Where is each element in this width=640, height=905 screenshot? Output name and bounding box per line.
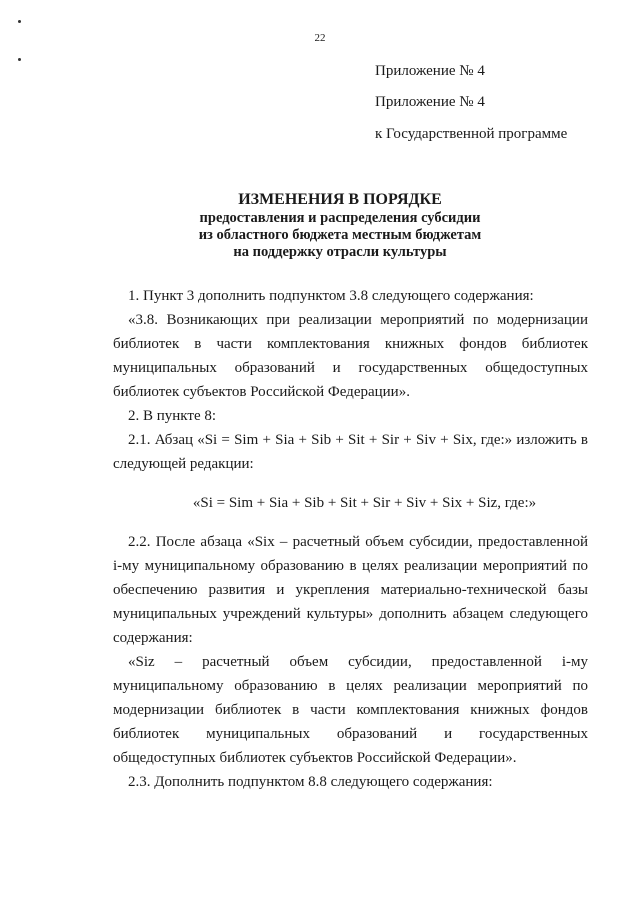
document-title: [0, 190, 640, 261]
paragraph-1: 1. Пункт 3 дополнить подпунктом 3.8 следующего содержания:: [128, 288, 534, 304]
title-line: на поддержку отрасли культуры: [233, 244, 447, 260]
appendix-label: Приложение № 4: [375, 63, 485, 79]
title-line: предоставления и распределения субсидии: [199, 210, 481, 226]
scan-mark: [18, 20, 21, 23]
page-number: 22: [314, 32, 326, 44]
paragraph-7: 2.3. Дополнить подпунктом 8.8 следующего содержания:: [128, 774, 493, 790]
appendix-program-reference: к Государственной программе: [375, 126, 568, 142]
paragraph-2: «3.8. Возникающих при реализации мероприятий по модернизации библиотек в части комплектования книжных фондов библиотек муниципальных образований и государственных общедоступных библиотек субъектов Российской Федерации».: [113, 312, 588, 400]
title-main: ИЗМЕНЕНИЯ В ПОРЯДКЕ: [238, 191, 442, 208]
paragraph-5: 2.2. После абзаца «Six – расчетный объем субсидии, предоставленной i-му муниципальному образованию в целях реализации мероприятий по обеспечению развития и укрепления материально-технической базы муниципальных учреждений культуры» дополнить абзацем следующего содержания:: [113, 534, 588, 646]
paragraph-3: 2. В пункте 8:: [128, 408, 217, 424]
paragraph-4: 2.1. Абзац «Si = Sim + Sia + Sib + Sit + Sir + Siv + Six, где:» изложить в следующей редакции:: [113, 432, 588, 472]
paragraph-6: «Siz – расчетный объем субсидии, предоставленной i-му муниципальному образованию в целях реализации мероприятий по модернизации библиотек в части комплектования книжных фондов библиотек муниципальных образований и государственных общедоступных библиотек субъектов Российской Федерации».: [113, 654, 588, 766]
formula: «Si = Sim + Sia + Sib + Sit + Sir + Siv + Six + Siz, где:»: [192, 495, 537, 511]
document-body: [113, 284, 588, 794]
title-line: из областного бюджета местным бюджетам: [198, 227, 482, 243]
appendix-label: Приложение № 4: [375, 94, 485, 110]
scan-mark: [18, 58, 21, 61]
